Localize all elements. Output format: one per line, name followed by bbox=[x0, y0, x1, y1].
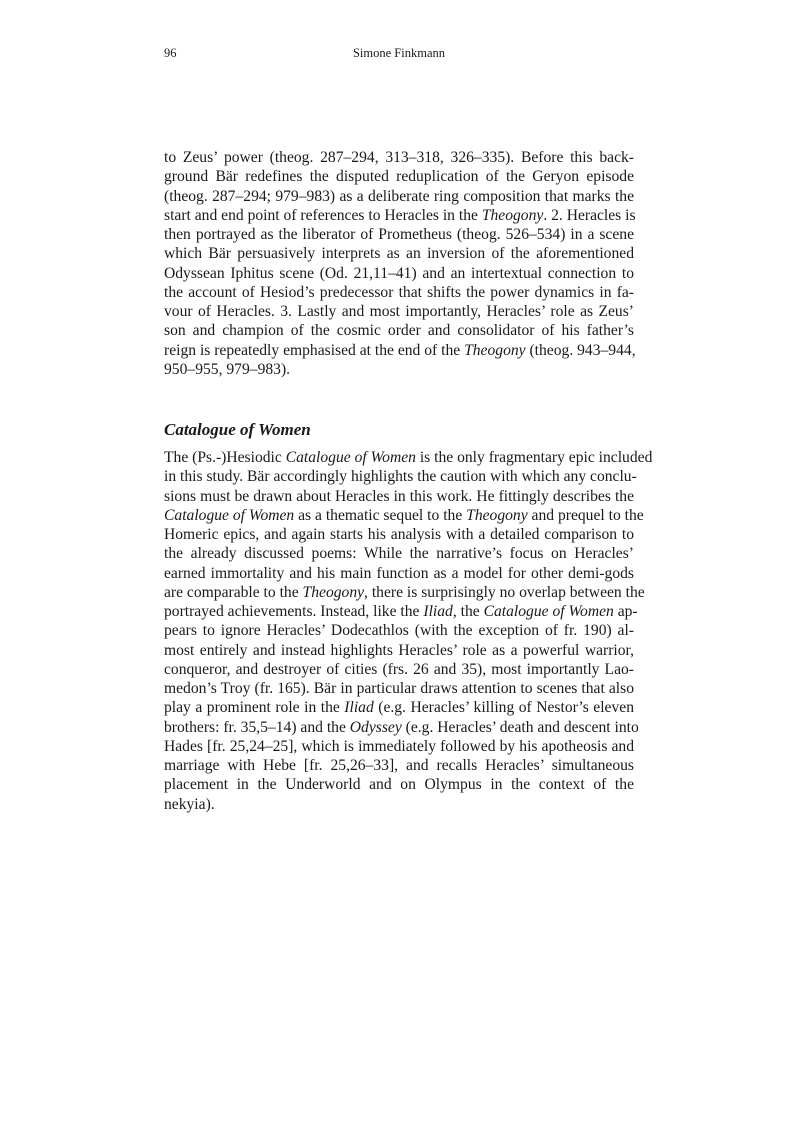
text-line bbox=[164, 244, 634, 263]
text-line bbox=[164, 641, 634, 660]
text-segment: the already discussed poems: While the narrative’s focus on Heracles’ bbox=[164, 545, 634, 563]
paragraph-catalogue bbox=[164, 448, 653, 814]
text-line bbox=[164, 737, 634, 756]
text-line bbox=[164, 775, 634, 794]
text-segment: (theog. 287–294; 979–983) as a deliberate ring composition that marks the bbox=[164, 187, 634, 205]
text-line bbox=[164, 225, 634, 244]
text-segment: which Bär persuasively interprets as an inversion of the aforementioned bbox=[164, 245, 634, 263]
text-line bbox=[164, 795, 634, 814]
text-segment: ap- bbox=[613, 603, 638, 620]
italic-title: Iliad bbox=[423, 603, 453, 620]
text-segment: Hades [fr. 25,24–25], which is immediately followed by his apotheosis and bbox=[164, 737, 634, 755]
text-segment: most entirely and instead highlights Heracles’ role as a powerful warrior, bbox=[164, 641, 634, 659]
text-segment: play a prominent role in the bbox=[164, 699, 345, 717]
running-head: Simone Finkmann bbox=[352, 46, 446, 60]
text-segment: (theog. 943–944, bbox=[525, 341, 636, 359]
text-line bbox=[164, 698, 634, 717]
text-line bbox=[164, 679, 634, 698]
text-segment: start and end point of references to Heracles in the bbox=[164, 206, 482, 224]
text-line bbox=[164, 321, 634, 340]
text-segment: marriage with Hebe [fr. 25,26–33], and recalls Heracles’ simultaneous bbox=[164, 757, 634, 774]
italic-title: Odyssey bbox=[349, 718, 402, 736]
text-line bbox=[164, 167, 634, 186]
text-segment: Odyssean Iphitus scene (Od. 21,11–41) and an intertextual connection to bbox=[164, 264, 634, 282]
text-segment: sions must be drawn about Heracles in this work. He fittingly describes the bbox=[164, 487, 634, 505]
text-segment: ground Bär redefines the disputed reduplication of the Geryon episode bbox=[164, 168, 634, 186]
text-segment: as a thematic sequel to the bbox=[294, 506, 467, 524]
italic-title: Theogony bbox=[466, 506, 528, 524]
text-segment: the account of Hesiod’s predecessor that shifts the power dynamics in fa- bbox=[164, 283, 634, 301]
italic-title: Catalogue of Women bbox=[285, 449, 416, 466]
text-line bbox=[164, 302, 634, 321]
text-segment: , there is surprisingly no overlap between the bbox=[364, 583, 645, 601]
text-segment: reign is repeatedly emphasised at the end of the bbox=[164, 341, 465, 359]
italic-title: Theogony bbox=[464, 341, 526, 359]
text-line bbox=[164, 660, 634, 679]
text-line bbox=[164, 148, 634, 167]
text-segment: earned immortality and his main function as a model for other demi-gods bbox=[164, 564, 634, 582]
text-segment: Homeric epics, and again starts his analysis with a detailed comparison to bbox=[164, 526, 634, 543]
text-line bbox=[164, 264, 634, 283]
text-line bbox=[164, 756, 634, 775]
text-segment: medon’s Troy (fr. 165). Bär in particular draws attention to scenes that also bbox=[164, 680, 634, 697]
text-line bbox=[164, 467, 637, 486]
text-segment: 950–955, 979–983). bbox=[164, 360, 291, 378]
text-segment: to Zeus’ power (theog. 287–294, 313–318, 326–335). Before this back- bbox=[164, 149, 634, 166]
text-segment: The (Ps.-)Hesiodic bbox=[164, 449, 286, 466]
text-line bbox=[164, 544, 634, 563]
text-segment: pears to ignore Heracles’ Dodecathlos (with the exception of fr. 190) al- bbox=[164, 622, 634, 640]
text-line bbox=[164, 487, 634, 506]
italic-title: Theogony bbox=[481, 206, 544, 224]
text-segment: (e.g. Heracles’ death and descent into bbox=[401, 718, 639, 736]
text-segment: brothers: fr. 35,5–14) and the bbox=[164, 718, 350, 736]
text-segment: then portrayed as the liberator of Prometheus (theog. 526–534) in a scene bbox=[164, 226, 634, 243]
text-line bbox=[164, 506, 644, 525]
text-segment: are comparable to the bbox=[164, 583, 303, 601]
text-segment: vour of Heracles. 3. Lastly and most importantly, Heracles’ role as Zeus’ bbox=[164, 303, 634, 320]
text-line bbox=[164, 583, 645, 602]
text-line bbox=[164, 448, 653, 467]
section-heading: Catalogue of Women bbox=[164, 420, 311, 439]
text-segment: nekyia). bbox=[164, 795, 215, 813]
text-segment: placement in the Underworld and on Olympus in the context of the bbox=[164, 776, 634, 794]
text-line bbox=[164, 525, 634, 544]
text-segment: portrayed achievements. Instead, like the bbox=[164, 603, 424, 620]
italic-title: Catalogue of Women bbox=[483, 603, 614, 620]
text-line bbox=[164, 206, 634, 225]
text-segment: and prequel to the bbox=[527, 506, 644, 524]
text-line bbox=[164, 341, 634, 360]
text-segment: conqueror, and destroyer of cities (frs. 26 and 35), most importantly Lao- bbox=[164, 660, 634, 678]
text-line bbox=[164, 718, 639, 737]
page-number: 96 bbox=[164, 46, 177, 60]
text-segment: in this study. Bär accordingly highlights the caution with which any conclu- bbox=[164, 468, 637, 486]
text-line bbox=[164, 360, 634, 379]
italic-title: Catalogue of Women bbox=[164, 506, 295, 524]
text-segment: son and champion of the cosmic order and consolidator of his father’s bbox=[164, 322, 634, 340]
text-segment: is the only fragmentary epic included bbox=[415, 449, 653, 466]
text-segment: (e.g. Heracles’ killing of Nestor’s eleven bbox=[373, 699, 634, 717]
italic-title: Iliad bbox=[344, 699, 374, 717]
text-line bbox=[164, 602, 638, 621]
text-line bbox=[164, 187, 634, 206]
text-segment: . 2. Heracles is bbox=[543, 206, 636, 224]
italic-title: Theogony bbox=[302, 583, 365, 601]
text-line bbox=[164, 564, 634, 583]
text-line bbox=[164, 621, 634, 640]
paragraph-theogony bbox=[164, 148, 634, 379]
text-segment: , the bbox=[452, 603, 484, 620]
text-line bbox=[164, 283, 634, 302]
